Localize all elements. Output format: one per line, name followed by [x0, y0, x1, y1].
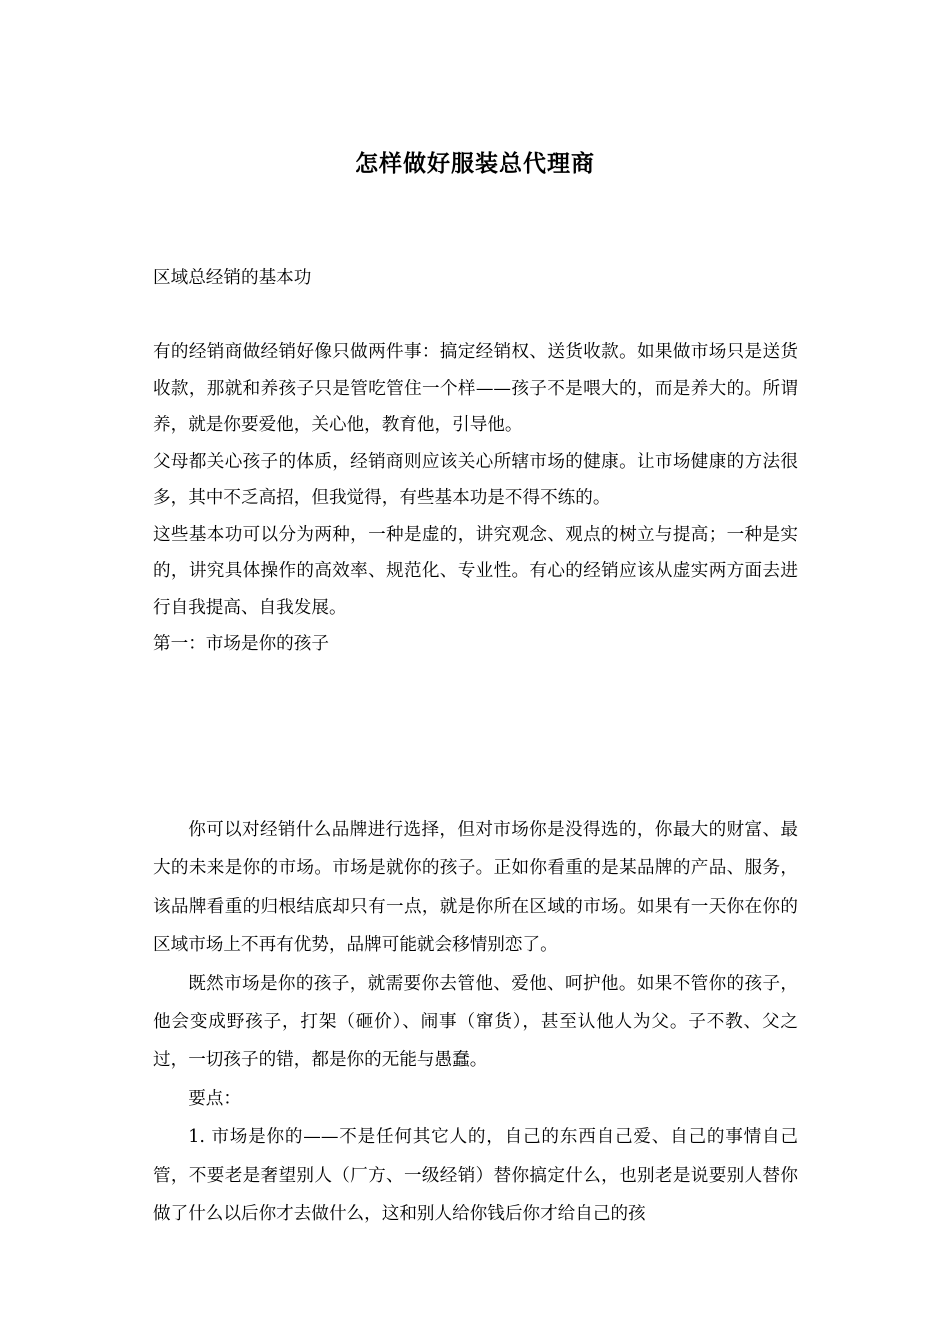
key-points-label: 要点：	[188, 1088, 241, 1109]
document-title: 怎样做好服装总代理商	[355, 150, 595, 177]
body-paragraph: 既然市场是你的孩子，就需要你去管他、爱他、呵护他。如果不管你的孩子，他会变成野孩子，打架（砸价）、闹事（窜货），甚至认他人为父。子不教、父之过，一切孩子的错，都是你的无能与愚蠢。	[153, 973, 798, 1071]
intro-paragraph: 这些基本功可以分为两种，一种是虚的，讲究观念、观点的树立与提高；一种是实的，讲究具体操作的高效率、规范化、专业性。有心的经销应该从虚实两方面去进行自我提高、自我发展。	[153, 524, 798, 618]
intro-paragraph: 父母都关心孩子的体质，经销商则应该关心所辖市场的健康。让市场健康的方法很多，其中不乏高招，但我觉得，有些基本功是不得不练的。	[153, 451, 798, 508]
key-point-item: 1. 市场是你的——不是任何其它人的，自己的东西自己爱、自己的事情自己管，不要老是奢望别人（厂方、一级经销）替你搞定什么，也别老是说要别人替你做了什么以后你才去做什么，这和别人给你钱后你才给自己的孩	[153, 1127, 798, 1225]
subsection-heading: 第一：市场是你的孩子	[153, 634, 329, 654]
section-heading: 区域总经销的基本功	[153, 268, 312, 288]
intro-section	[153, 334, 798, 663]
body-section	[153, 811, 798, 1233]
body-paragraph: 你可以对经销什么品牌进行选择，但对市场你是没得选的，你最大的财富、最大的未来是你的市场。市场是就你的孩子。正如你看重的是某品牌的产品、服务，该品牌看重的归根结底却只有一点，就是你所在区域的市场。如果有一天你在你的区域市场上不再有优势，品牌可能就会移情别恋了。	[153, 820, 798, 956]
intro-paragraph: 有的经销商做经销好像只做两件事：搞定经销权、送货收款。如果做市场只是送货收款，那就和养孩子只是管吃管住一个样——孩子不是喂大的，而是养大的。所谓养，就是你要爱他，关心他，教育他，引导他。	[153, 342, 798, 435]
